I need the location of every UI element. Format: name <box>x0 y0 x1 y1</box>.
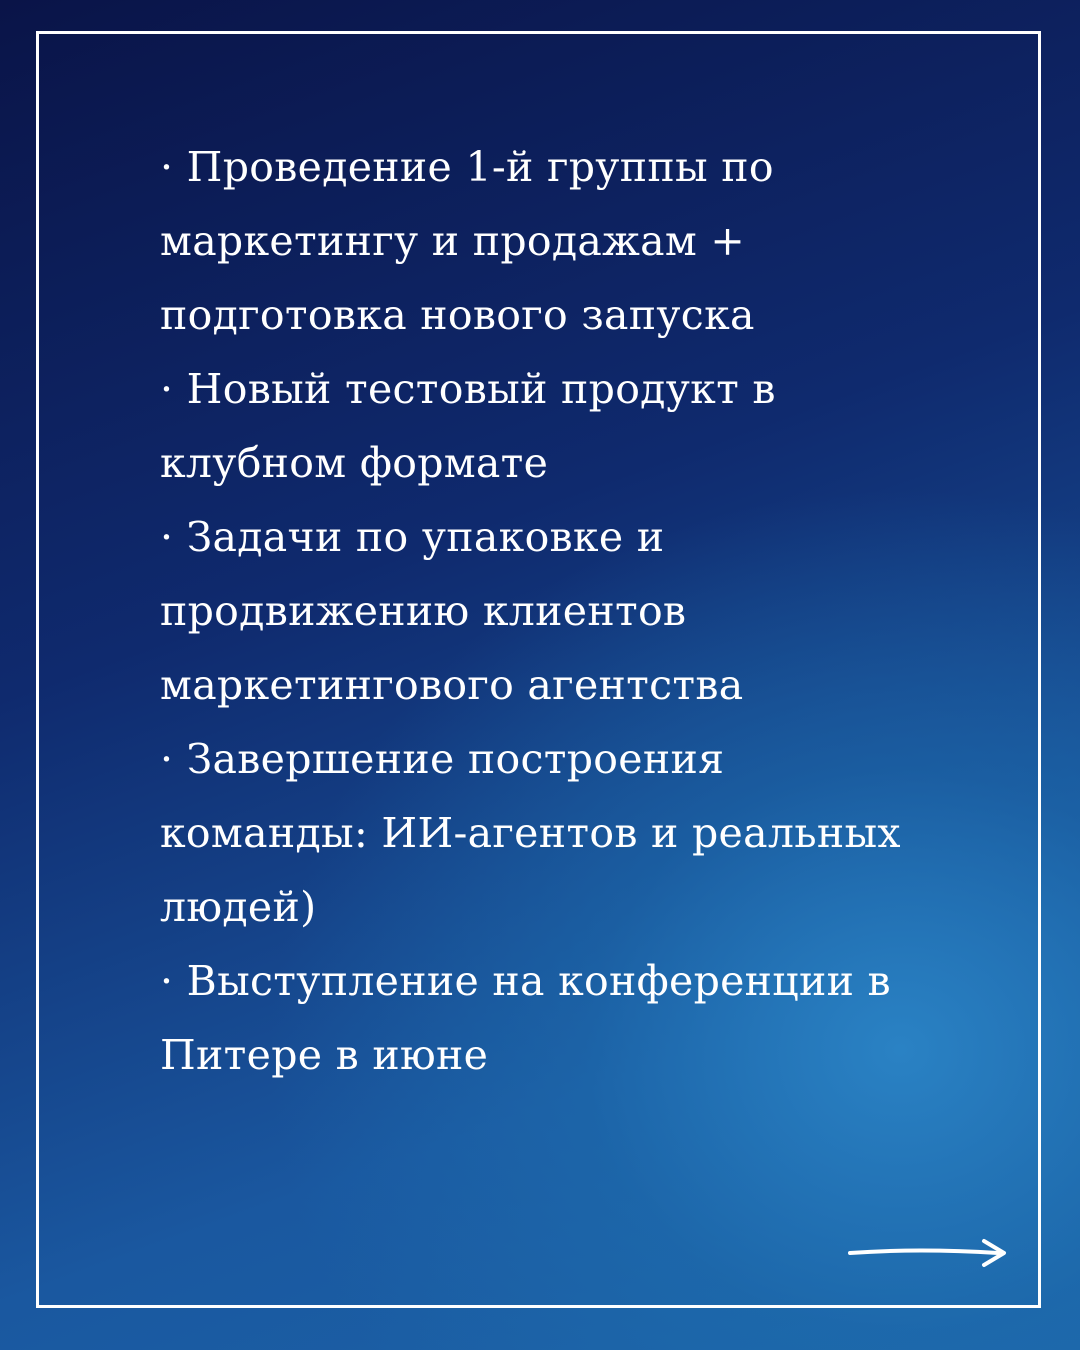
list-item: · Задачи по упаковке и продвижению клиентов маркетингового агентства <box>160 513 744 709</box>
list-item: · Новый тестовый продукт в клубном формате <box>160 365 776 487</box>
list-item: · Завершение построения команды: ИИ-агентов и реальных людей) <box>160 735 901 931</box>
arrow-right-icon[interactable] <box>848 1236 1010 1270</box>
list-item: · Проведение 1-й группы по маркетингу и продажам + подготовка нового запуска <box>160 143 774 339</box>
list-item: · Выступление на конференции в Питере в июне <box>160 957 891 1079</box>
plans-list <box>160 130 990 1092</box>
